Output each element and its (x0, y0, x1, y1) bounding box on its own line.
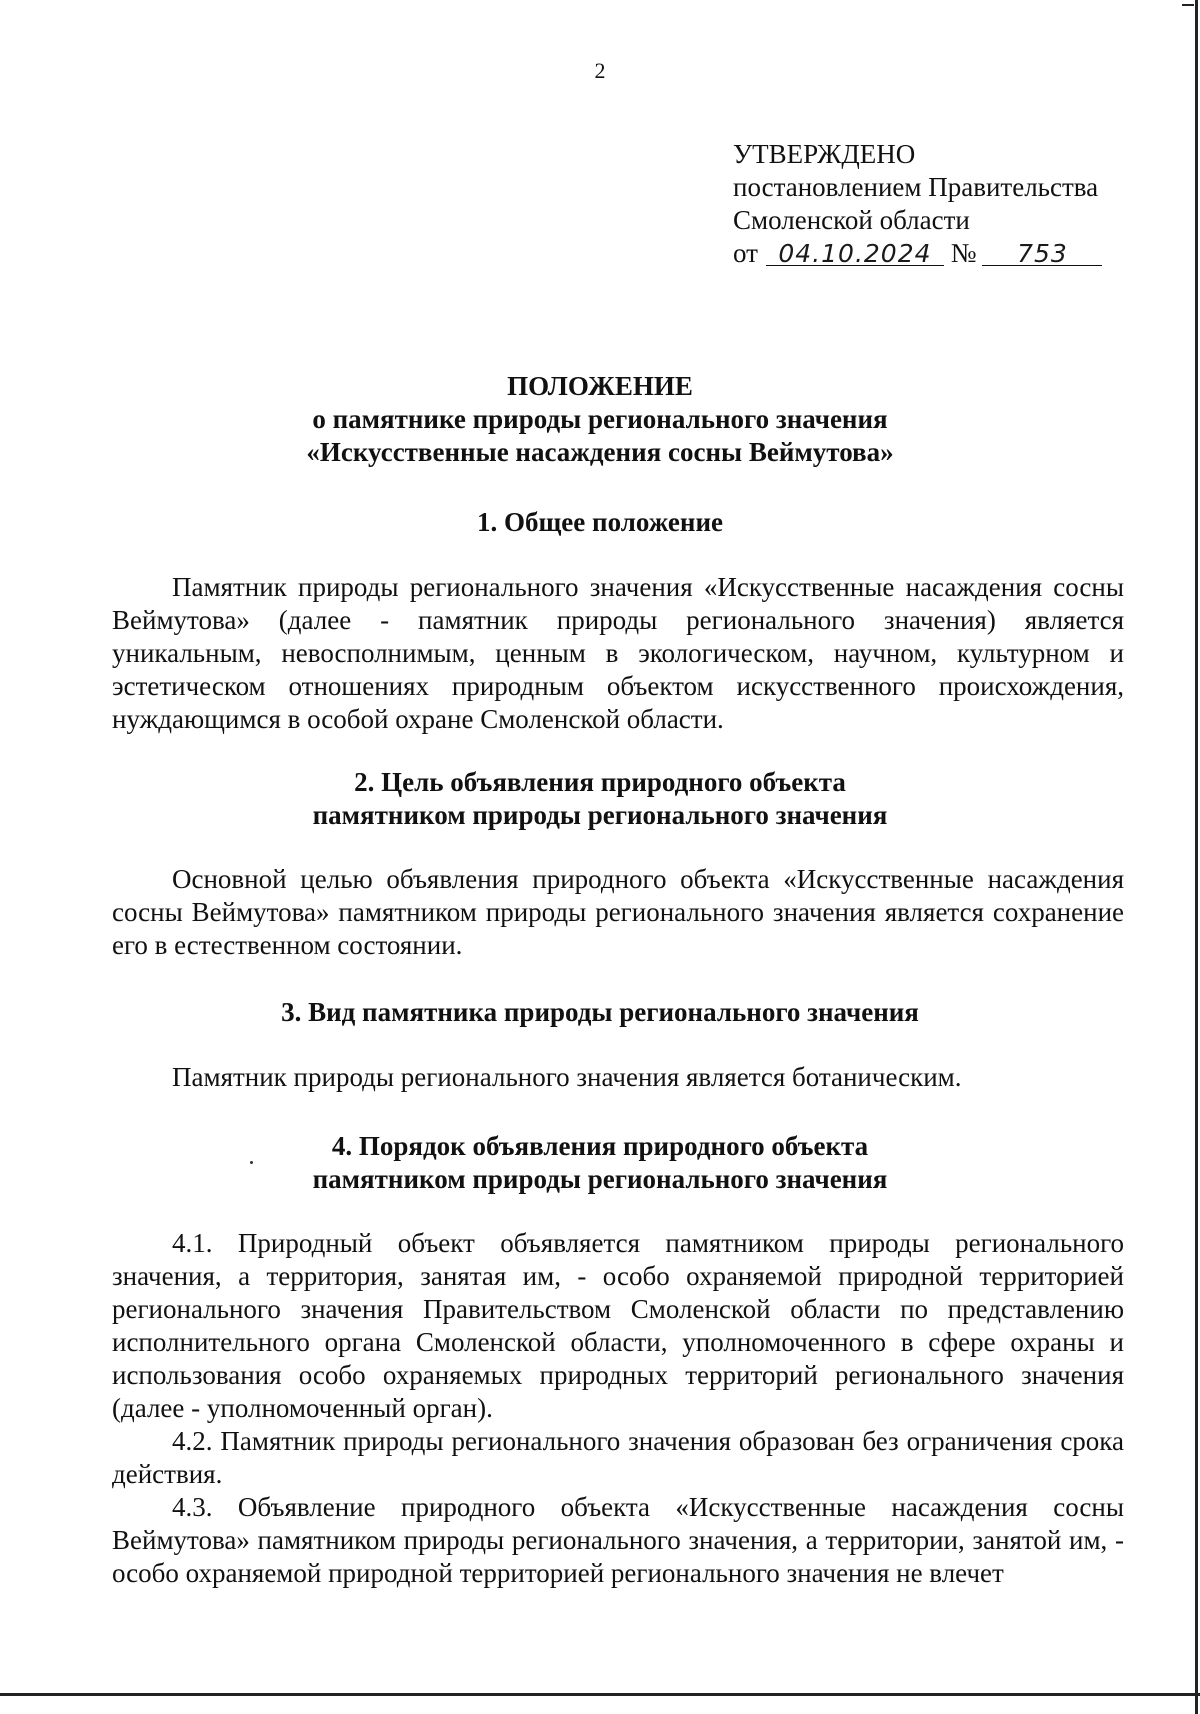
section-1-text (112, 571, 1124, 736)
section-2-heading (0, 766, 1200, 832)
section-2-text (112, 863, 1124, 962)
approval-line-3: Смоленской области (733, 205, 970, 235)
approval-date-line (733, 237, 1102, 270)
section-1-heading (0, 506, 1200, 539)
scan-edge-bottom (0, 1693, 1200, 1696)
section-2-paragraph-1: Основной целью объявления природного объекта «Искусственные насаждения сосны Веймутова» памятником природы регионального значения является сохранение его в естественном состоянии. (112, 864, 1124, 960)
section-4-paragraph-2: 4.2. Памятник природы регионального значения образован без ограничения срока действия. (112, 1426, 1124, 1489)
section-4-text (112, 1227, 1124, 1590)
approval-stamp (733, 138, 1102, 270)
title-line-3: «Искусственные насаждения сосны Веймутова» (306, 437, 894, 467)
section-4-heading-line-1: 4. Порядок объявления природного объекта (331, 1131, 869, 1161)
number-field (982, 237, 1102, 266)
title-line-2: о памятнике природы регионального значения (312, 404, 888, 434)
page-number: 2 (594, 58, 606, 83)
approval-line-1: УТВЕРЖДЕНО (733, 139, 916, 169)
number-handwritten: 753 (1017, 239, 1068, 268)
approval-line-2: постановлением Правительства (733, 172, 1099, 202)
document-title (0, 370, 1200, 469)
section-1-heading-line-1: 1. Общее положение (477, 507, 723, 537)
section-3-text (112, 1061, 1124, 1094)
section-4-paragraph-3: 4.3. Объявление природного объекта «Искусственные насаждения сосны Веймутова» памятником природы регионального значения, а территории, занятой им, - особо охраняемой природной территорией регионального значения не влечет (112, 1492, 1124, 1588)
title-line-1: ПОЛОЖЕНИЕ (507, 371, 693, 401)
section-2-heading-line-1: 2. Цель объявления природного объекта (354, 767, 846, 797)
section-3-heading-line-1: 3. Вид памятника природы регионального значения (281, 997, 919, 1027)
section-4-heading-line-2: памятником природы регионального значения (312, 1164, 888, 1194)
date-field (766, 237, 944, 266)
date-handwritten: 04.10.2024 (778, 239, 932, 268)
date-prefix: от (733, 238, 758, 268)
section-4-heading (0, 1130, 1200, 1196)
scan-edge-tick (1182, 4, 1194, 6)
section-3-paragraph-1: Памятник природы регионального значения является ботаническим. (172, 1062, 962, 1092)
section-1-paragraph-1: Памятник природы регионального значения «Искусственные насаждения сосны Веймутова» (далее - памятник природы регионального значения) является уникальным, невосполнимым, ценным в экологическом, научном, культурном и эстетическом отношениях природным объектом искусственного происхождения, нуждающимся в особой охране Смоленской области. (112, 572, 1124, 734)
section-2-heading-line-2: памятником природы регионального значения (312, 800, 888, 830)
section-4-paragraph-1: 4.1. Природный объект объявляется памятником природы регионального значения, а территория, занятая им, - особо охраняемой природной территорией регионального значения Правительством Смоленской области по представлению исполнительного органа Смоленской области, уполномоченного в сфере охраны и использования особо охраняемых природных территорий регионального значения (далее - уполномоченный орган). (112, 1228, 1124, 1423)
section-3-heading (0, 996, 1200, 1029)
scan-edge-right (1195, 0, 1198, 1714)
number-prefix: № (950, 238, 977, 268)
